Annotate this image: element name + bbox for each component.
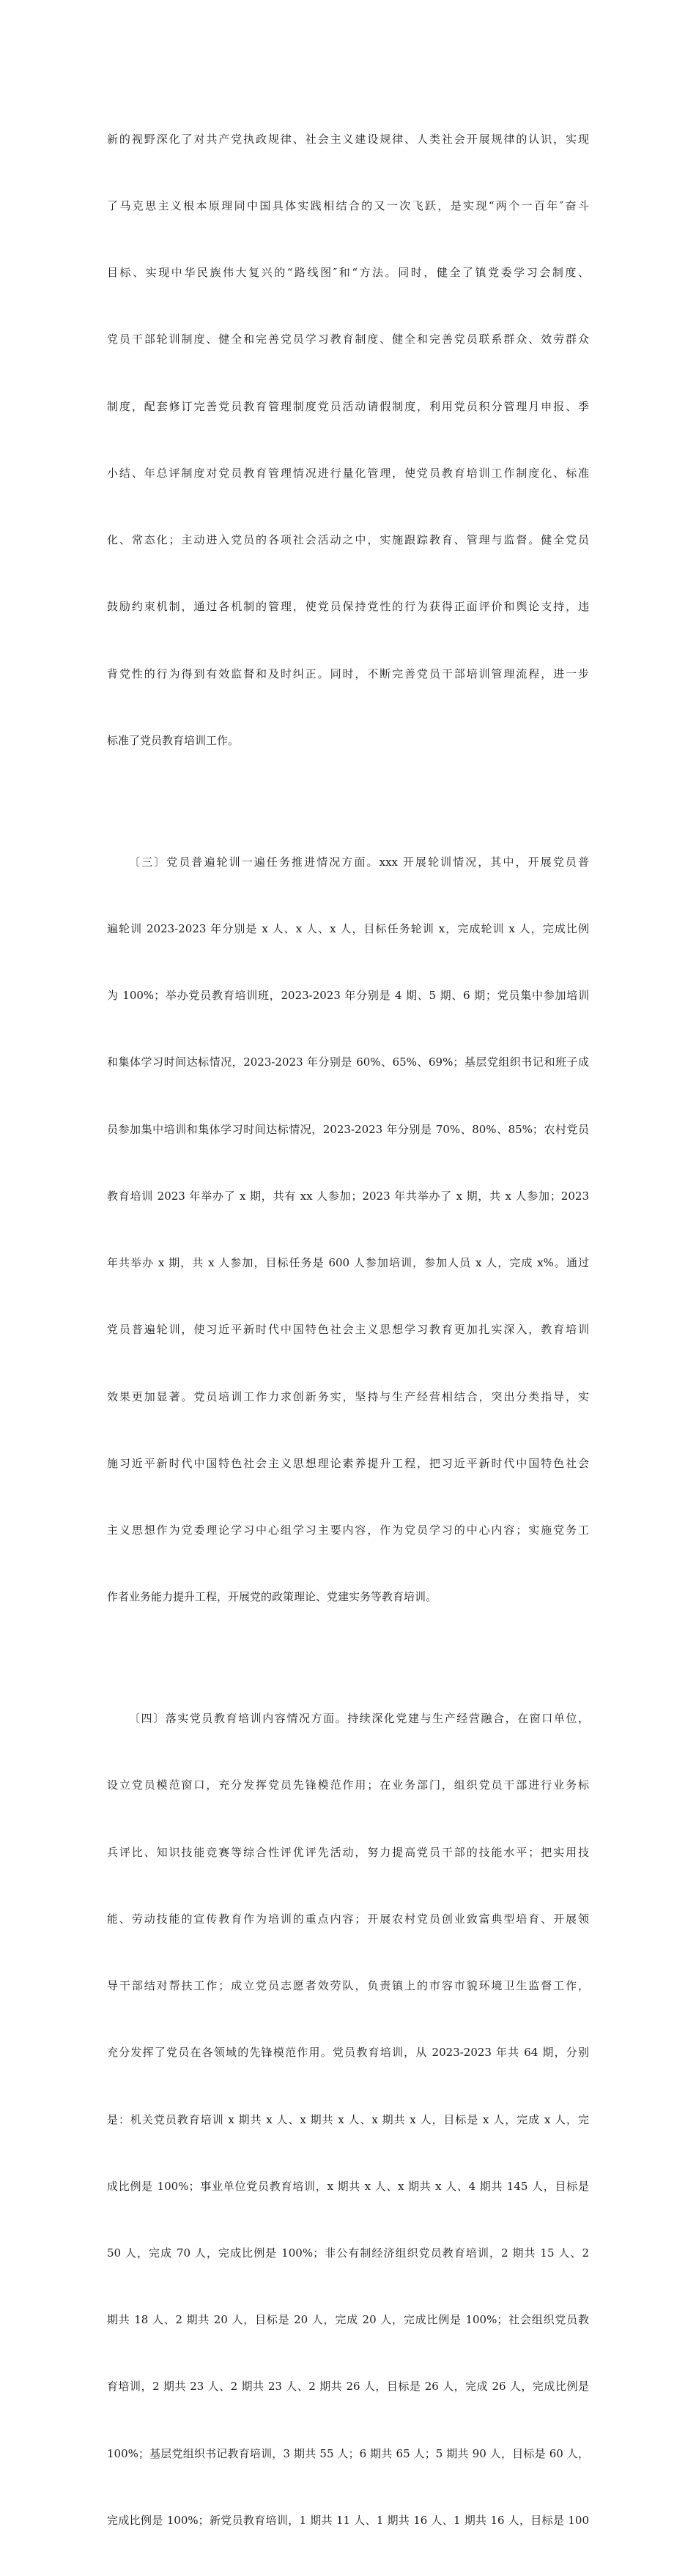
text-line: 为 100%；举办党员教育培训班，2023-2023 年分别是 4 期、5 期、6 期；党员集中参加培训 (107, 989, 589, 1003)
text-line: 是：机关党员教育培训 x 期共 x 人、x 期共 x 人、x 期共 x 人，目标是 x 人，完成 x 人，完 (107, 2112, 589, 2126)
text-line: 〔三〕党员普遍轮训一遍任务推进情况方面。xxx 开展轮训情况，其中，开展党员普 (129, 855, 589, 869)
text-line: 施习近平新时代中国特色社会主义思想理论素养提升工程，把习近平新时代中国特色社会 (107, 1456, 589, 1470)
text-line: 效果更加显著。党员培训工作力求创新务实，坚持与生产经营相结合，突出分类指导，实 (107, 1389, 589, 1403)
text-line: 导干部结对帮扶工作；成立党员志愿者效劳队，负责镇上的市容市貌环境卫生监督工作， (107, 1979, 589, 1993)
text-line: 能、劳动技能的宣传教育作为培训的重点内容；开展农村党员创业致富典型培育、开展领 (107, 1912, 589, 1926)
text-line: 党员干部轮训制度、健全和完善党员学习教育制度、健全和完善党员联系群众、效劳群众 (107, 333, 589, 346)
text-line: 100%；基层党组织书记教育培训，3 期共 55 人；6 期共 65 人；5 期共 90 人，目标是 60 人， (107, 2446, 589, 2460)
text-line: 鼓励约束机制，通过各机制的管理，使党员保持党性的行为获得正面评价和舆论支持，违 (107, 600, 589, 614)
text-line: 化、常态化；主动进入党员的各项社会活动之中，实施跟踪教育、管理与监督。健全党员 (107, 533, 589, 547)
text-line: 年共举办 x 期，共 x 人参加，目标任务是 600 人参加培训，参加人员 x 人，完成 x%。通过 (107, 1256, 589, 1270)
text-line: 了马克思主义根本原理同中国具体实践相结合的又一次飞跃，是实现“两个一百年″奋斗 (107, 199, 589, 213)
text-line: 小结、年总评制度对党员教育管理情况进行量化管理，使党员教育培训工作制度化、标准 (107, 466, 589, 480)
text-line: 遍轮训 2023-2023 年分别是 x 人、x 人、x 人，目标任务轮训 x，完成轮训 x 人，完成比例 (107, 922, 589, 936)
text-line: 期共 18 人、2 期共 20 人，目标是 20 人，完成 20 人，完成比例是 100%；社会组织党员教 (107, 2313, 589, 2327)
text-line: 设立党员模范窗口，充分发挥党员先锋模范作用；在业务部门，组织党员干部进行业务标 (107, 1778, 589, 1792)
text-line: 标准了党员教育培训工作。 (107, 733, 240, 747)
text-line: 50 人，完成 70 人，完成比例是 100%；非公有制经济组织党员教育培训，2 期共 15 人、2 (107, 2246, 589, 2260)
text-line: 主义思想作为党委理论学习中心组学习主要内容，作为党员学习的中心内容；实施党务工 (107, 1523, 589, 1537)
text-line: 新的视野深化了对共产党执政规律、社会主义建设规律、人类社会开展规律的认识，实现 (107, 132, 589, 146)
text-line: 党员普遍轮训，使习近平新时代中国特色社会主义思想学习教育更加扎实深入，教育培训 (107, 1323, 589, 1337)
text-line: 和集体学习时间达标情况，2023-2023 年分别是 60%、65%、69%；基层党组织书记和班子成 (107, 1055, 589, 1069)
paragraph-1 (107, 83, 589, 796)
text-line: 成比例是 100%；事业单位党员教育培训，x 期共 x 人、x 期共 x 人、4 期共 145 人，目标是 (107, 2179, 589, 2193)
document-body (107, 83, 589, 2576)
text-line: 员参加集中培训和集体学习时间达标情况，2023-2023 年分别是 70%、80%、85%；农村党员 (107, 1122, 589, 1136)
text-line: 作者业务能力提升工程，开展党的政策理论、党建实务等教育培训。 (107, 1590, 437, 1604)
text-line: 目标、实现中华民族伟大复兴的“路线图″和“方法。同时，健全了镇党委学习会制度、 (107, 266, 589, 280)
paragraph-3 (107, 1663, 589, 2576)
text-line: 完成比例是 100%；新党员教育培训，1 期共 11 人、1 期共 16 人、1 期共 16 人，目标是 100 (107, 2513, 589, 2527)
text-line: 育培训，2 期共 23 人、2 期共 23 人、2 期共 26 人，目标是 26 人，完成 26 人，完成比例是 (107, 2380, 589, 2394)
text-line: 充分发挥了党员在各领域的先锋模范作用。党员教育培训，从 2023-2023 年共 64 期，分别 (107, 2046, 589, 2060)
text-line: 背党性的行为得到有效监督和及时纠正。同时，不断完善党员干部培训管理流程，进一步 (107, 667, 589, 680)
text-line: 制度，配套修订完善党员教育管理制度党员活动请假制度，利用党员积分管理月申报、季 (107, 399, 589, 413)
text-line: 〔四〕落实党员教育培训内容情况方面。持续深化党建与生产经营融合，在窗口单位， (129, 1712, 589, 1726)
text-line: 教育培训 2023 年举办了 x 期，共有 xx 人参加；2023 年共举办了 x 期，共 x 人参加；2023 (107, 1189, 589, 1203)
text-line: 兵评比、知识技能竞赛等综合性评优评先活动，努力提高党员干部的技能水平；把实用技 (107, 1845, 589, 1859)
paragraph-2 (107, 806, 589, 1652)
